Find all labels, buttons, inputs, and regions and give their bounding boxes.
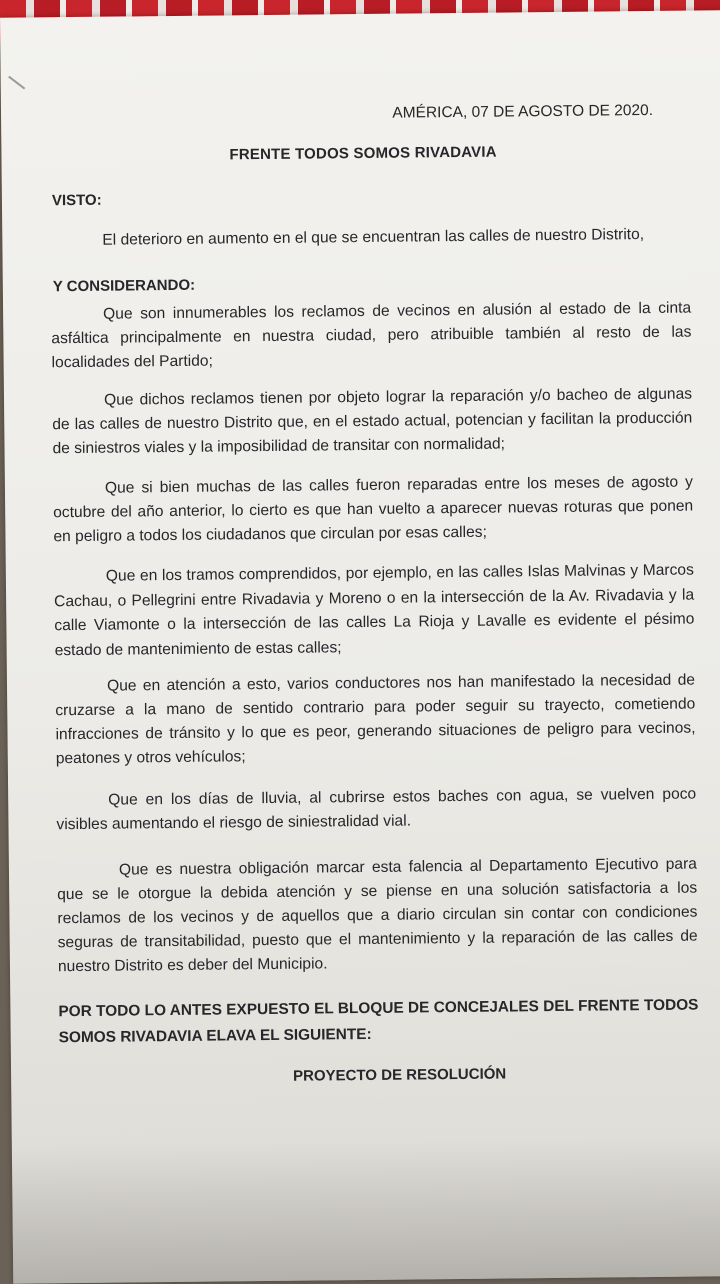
project-heading: PROYECTO DE RESOLUCIÓN [293, 1065, 507, 1085]
document-page [0, 10, 720, 1283]
closing-statement: POR TODO LO ANTES EXPUESTO EL BLOQUE DE CONCEJALES DEL FRENTE TODOS SOMOS RIVADAVIA ELAVA EL SIGUIENTE: [58, 996, 699, 1047]
considerando-paragraph: Que en los tramos comprendidos, por ejemplo, en las calles Islas Malvinas y Marcos Cachau, o Pellegrini entre Rivadavia y Moreno o en la intersección de la Av. Rivadavia y la calle Viamonte o la intersección de las calles La Rioja y Lavalle es evidente el pésimo estado de mantenimiento de estas calles; [54, 561, 695, 660]
considerando-paragraph: Que si bien muchas de las calles fueron reparadas entre los meses de agosto y octubre del año anterior, lo cierto es que han vuelto a aparecer nuevas roturas que ponen en peligro a todos los ciudadanos que circulan por esas calles; [53, 473, 694, 546]
considerando-paragraph: Que en los días de lluvia, al cubrirse estos baches con agua, se vuelven poco visibles aumentando el riesgo de siniestralidad vial. [56, 785, 697, 834]
considerando-paragraph: Que dichos reclamos tienen por objeto lograr la reparación y/o bacheo de algunas de las calles de nuestro Distrito que, en el estado actual, potencian y facilitan la producción de siniestros viales y la imposibilidad de transitar con normalidad; [52, 385, 693, 458]
considerando-paragraph: Que en atención a esto, varios conductores nos han manifestado la necesidad de cruzarse a la mano de sentido contrario para poder seguir su trayecto, cometiendo infracciones de tránsito y lo que es peor, generando situaciones de peligro para vecinos, peatones y otros vehículos; [55, 671, 696, 768]
considerando-paragraph: Que son innumerables los reclamos de vecinos en alusión al estado de la cinta asfáltica principalmente en nuestra ciudad, pero atribuible también al resto de las localidades del Partido; [51, 299, 692, 372]
visto-heading: VISTO: [51, 191, 102, 210]
considerando-paragraph: Que es nuestra obligación marcar esta falencia al Departamento Ejecutivo para que se le otorgue la debida atención y se piense en una solución satisfactoria a los reclamos de los vecinos y de aquellos que a diario circulan sin contar con condiciones seguras de transitabilidad, puesto que el mantenimiento y la reparación de las calles de nuestro Distrito es deber del Municipio. [57, 855, 698, 976]
considerando-heading: Y CONSIDERANDO: [52, 276, 196, 296]
document-title: FRENTE TODOS SOMOS RIVADAVIA [229, 143, 497, 164]
page-shadow [12, 1136, 720, 1284]
page-fold-mark [8, 76, 25, 90]
visto-text: El deterioro en aumento en el que se encuentran las calles de nuestro Distrito, [102, 226, 645, 249]
document-date: AMÉRICA, 07 DE AGOSTO DE 2020. [392, 101, 654, 122]
